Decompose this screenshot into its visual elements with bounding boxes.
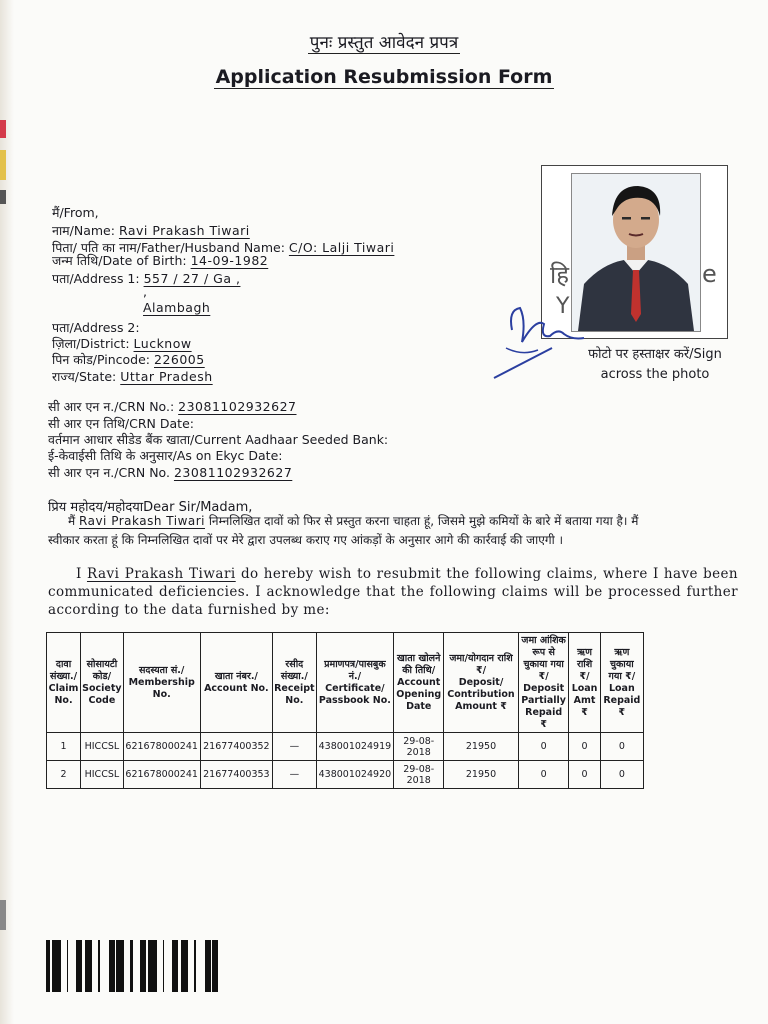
header-text: Code (88, 694, 116, 706)
header-text: Receipt (274, 682, 315, 694)
table-cell: 21950 (444, 761, 519, 789)
table-cell: 29-08-2018 (394, 733, 444, 761)
header-text: जमा/योगदान राशि (449, 652, 513, 664)
binding-mark (0, 120, 6, 138)
crn-row (48, 398, 297, 415)
header-text: सोसायटी (86, 658, 118, 670)
header-text: Society (82, 682, 122, 694)
table-cell: 29-08-2018 (394, 761, 444, 789)
header-text: गया ₹/ (608, 670, 636, 682)
table-header-cell (316, 633, 394, 733)
header-text: जमा आंशिक (521, 634, 566, 646)
header-text: Partially (521, 694, 566, 706)
table-cell: 438001024920 (316, 761, 394, 789)
frame-glyph: हि (550, 261, 569, 289)
dob-value: 14-09-1982 (190, 253, 269, 268)
header-text: Amt (573, 694, 596, 706)
table-header-cell (518, 633, 569, 733)
header-text: Loan (571, 682, 598, 694)
district-label: ज़िला/District: (52, 336, 130, 351)
table-header-cell (200, 633, 272, 733)
table-cell: 438001024919 (316, 733, 394, 761)
dob-row (52, 252, 268, 269)
photo-sign-instruction (560, 345, 750, 385)
header-text: चुकाया (609, 658, 634, 670)
name-label: नाम/Name: (52, 223, 115, 238)
table-header-cell (444, 633, 519, 733)
header-text: Account No. (204, 682, 269, 694)
header-text: कोड/ (92, 670, 112, 682)
ekyc-label: ई-केवाईसी तिथि के अनुसार/As on Ekyc Date: (48, 448, 283, 463)
state-row (52, 368, 213, 385)
table-cell: 2 (47, 761, 81, 789)
table-header-cell (394, 633, 444, 733)
table-cell: HICCSL (81, 733, 124, 761)
header-text: Repaid (603, 694, 641, 706)
header-text: की तिथि/ (402, 664, 436, 676)
table-cell: — (273, 761, 316, 789)
header-text: Repaid (525, 706, 563, 718)
table-cell: 1 (47, 733, 81, 761)
name-value: Ravi Prakash Tiwari (118, 223, 250, 238)
frame-glyph: Y (556, 294, 570, 319)
header-text: खाता खोलने (397, 652, 441, 664)
salutation: प्रिय महोदय/महोदयाDear Sir/Madam, (48, 500, 253, 515)
header-text: ऋण (577, 646, 593, 658)
header-text: सदस्यता सं./ (138, 664, 185, 676)
pincode-label: पिन कोड/Pincode: (52, 352, 151, 367)
header-text: Opening (396, 688, 442, 700)
header-text: Date (406, 700, 432, 712)
crn-value: 23081102932627 (178, 399, 297, 414)
from-label: मैं/From, (52, 205, 99, 220)
table-header-cell (273, 633, 316, 733)
header-text: No. (54, 694, 73, 706)
header-text: रसीद (285, 658, 304, 670)
crn2-value: 23081102932627 (173, 465, 293, 480)
claims-table (46, 632, 644, 789)
table-cell: 0 (569, 733, 600, 761)
header-text: Loan (608, 682, 635, 694)
address1-value: 557 / 27 / Ga , (143, 271, 241, 286)
table-header-cell (47, 633, 81, 733)
header-text: दावा (55, 658, 72, 670)
header-text: Membership (128, 676, 195, 688)
name-row (52, 222, 250, 239)
table-cell: — (273, 733, 316, 761)
header-text: संख्या./ (50, 670, 78, 682)
crn-label: सी आर एन न./CRN No.: (48, 399, 175, 414)
header-text: Account (397, 676, 441, 688)
english-paragraph: I Ravi Prakash Tiwari do hereby wish to resubmit the following claims, where I have been communicated deficiencies. I acknowledge that the following claims will be processed further according to the data furnished by me: (48, 566, 739, 618)
header-text: ₹ (581, 706, 588, 718)
header-text: Claim (48, 682, 79, 694)
header-text: ऋण (614, 646, 630, 658)
district-row (52, 335, 192, 352)
header-text: प्रमाणपत्र/पासबुक (324, 658, 386, 670)
header-text: रूप से (532, 646, 555, 658)
table-cell: 0 (518, 761, 569, 789)
header-text: राशि (576, 658, 593, 670)
table-header-cell (123, 633, 200, 733)
header-text: चुकाया गया (523, 658, 564, 670)
table-header-cell (600, 633, 643, 733)
crn2-row (48, 464, 292, 481)
table-header-cell (81, 633, 124, 733)
address1-line2: , (143, 284, 147, 299)
table-cell: 621678000241 (123, 761, 200, 789)
header-text: Passbook No. (318, 694, 391, 706)
header-text: Certificate/ (325, 682, 385, 694)
pincode-value: 226005 (154, 352, 205, 367)
crn2-label: सी आर एन न./CRN No. (48, 465, 170, 480)
hindi-paragraph: मैं Ravi Prakash Tiwari निम्नलिखित दावों को फिर से प्रस्तुत करना चाहता हूं, जिसमे मुझे कमियों के बारे में बताया गया है। मैं स्वीकार करता हूं कि निम्नलिखित दावों पर मेरे द्वारा उपलब्ध कराए गए आंकड़ों के अनुसार आगे की कार्रवाई की जाएगी । (48, 514, 639, 547)
state-value: Uttar Pradesh (120, 369, 213, 384)
header-text: ₹ (540, 718, 547, 730)
table-cell: 21677400352 (200, 733, 272, 761)
table-cell: 21950 (444, 733, 519, 761)
table-cell: 0 (518, 733, 569, 761)
photo-caption-line2: across the photo (600, 367, 710, 382)
table-cell: HICCSL (81, 761, 124, 789)
state-label: राज्य/State: (52, 369, 117, 384)
header-text: ₹/ (475, 664, 487, 676)
form-title-hindi: पुनः प्रस्तुत आवेदन प्रपत्र (309, 33, 459, 53)
header-text: Contribution (447, 688, 515, 700)
pincode-row (52, 351, 205, 368)
dob-label: जन्म तिथि/Date of Birth: (52, 253, 187, 268)
header-text: No. (152, 688, 171, 700)
crn-date-label: सी आर एन तिथि/CRN Date: (48, 416, 194, 431)
photo-caption-line1: फोटो पर हस्ताक्षर करें/Sign (588, 347, 722, 362)
table-cell: 0 (569, 761, 600, 789)
father-label: पिता/ पति का नाम/Father/Husband Name: (52, 240, 285, 255)
table-header-row (47, 633, 644, 733)
district-value: Lucknow (133, 336, 192, 351)
header-text: Deposit (523, 682, 565, 694)
table-row (47, 733, 644, 761)
header-text: ₹ (618, 706, 626, 718)
table-cell: 0 (600, 761, 643, 789)
address2-label: पता/Address 2: (52, 320, 140, 335)
barcode-icon (46, 940, 218, 992)
header-text: No. (285, 694, 304, 706)
form-title-english: Application Resubmission Form (215, 66, 553, 88)
binding-mark (0, 190, 6, 204)
address1-label: पता/Address 1: (52, 271, 140, 286)
header-text: ₹/ (579, 670, 590, 682)
frame-glyph: e (702, 260, 717, 288)
binding-mark (0, 900, 6, 930)
header-text: Amount ₹ (455, 700, 507, 712)
header-text: Deposit/ (458, 676, 504, 688)
header-text: संख्या./ (280, 670, 308, 682)
table-cell: 21677400353 (200, 761, 272, 789)
bank-label: वर्तमान आधार सीडेड बैंक खाता/Current Aadhaar Seeded Bank: (48, 432, 389, 447)
header-text: नं./ (348, 670, 362, 682)
table-header-cell (569, 633, 600, 733)
table-row (47, 761, 644, 789)
father-value: C/O: Lalji Tiwari (288, 240, 395, 255)
binding-mark (0, 150, 6, 180)
header-text: ₹/ (538, 670, 549, 682)
header-text: खाता नंबर./ (214, 670, 258, 682)
table-cell: 621678000241 (123, 733, 200, 761)
table-cell: 0 (600, 733, 643, 761)
address1-line3: Alambagh (143, 300, 211, 315)
